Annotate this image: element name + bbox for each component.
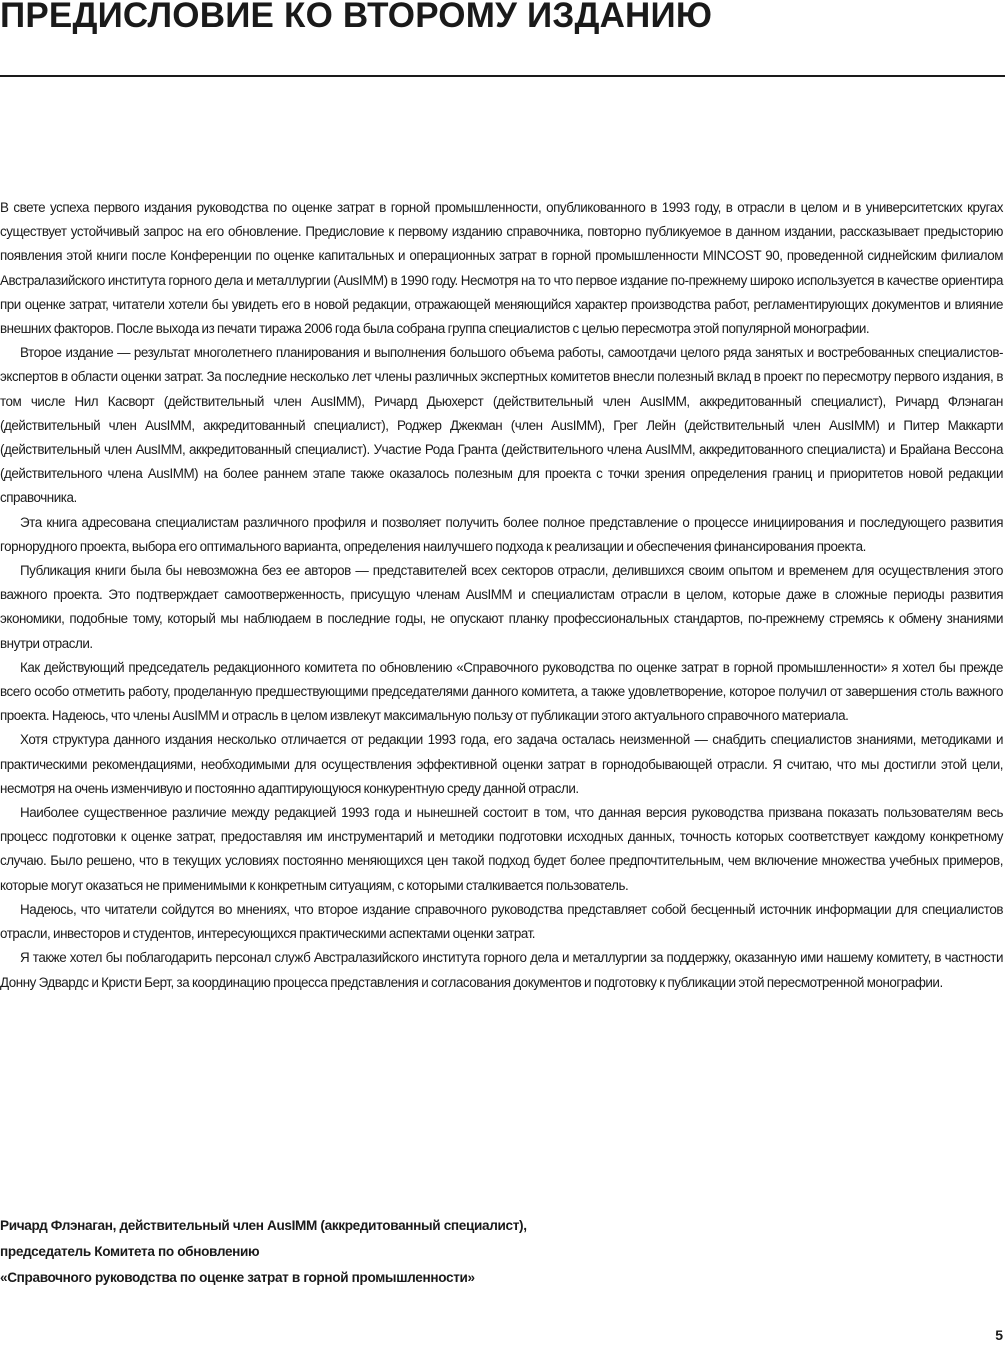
paragraph-2: Второе издание — результат многолетнего планирования и выполнения большого объема работы, самоотдачи целого ряда занятых и востребованных специалистов-экспертов в области оценки затрат. За последние несколько лет члены различных экспертных комитетов внесли полезный вклад в проект по пересмотру первого издания, в том числе Нил Касворт (действительный член AusIMM), Ричард Дьюхерст (действительный член AusIMM, аккредитованный специалист), Ричард Флэнаган (действительный член AusIMM, аккредитованный специалист), Роджер Джекман (член AusIMM), Грег Лейн (действительный член AusIMM) и Питер Маккарти (действительный член AusIMM, аккредитованный специалист). Участие Рода Гранта (действительного члена AusIMM, аккредитованного специалиста) и Брайана Вессона (действительного члена AusIMM) на более раннем этапе также оказалось полезным для проекта с точки зрения определения границ и приоритетов новой редакции справочника. — [0, 345, 1003, 506]
paragraph-1: В свете успеха первого издания руководства по оценке затрат в горной промышленности, опубликованного в 1993 году, в отрасли в целом и в университетских кругах существует устойчивый запрос на его обновление. Предисловие к первому изданию справочника, повторно публикуемое в данном издании, рассказывает предысторию появления этой книги после Конференции по оценке капитальных и операционных затрат в горной промышленности MINCOST 90, проведенной сиднейским филиалом Австралазийского института горного дела и металлургии (AusIMM) в 1990 году. Несмотря на то что первое издание по-прежнему широко используется в качестве ориентира при оценке затрат, читатели хотели бы увидеть его в новой редакции, отражающей меняющийся характер производства работ, регламентирующих документов и влияние внешних факторов. После выхода из печати тиража 2006 года была собрана группа специалистов с целью пересмотра этой популярной монографии. — [0, 200, 1003, 337]
signature-line-2: председатель Комитета по обновлению — [0, 1244, 260, 1259]
signature-line-1: Ричард Флэнаган, действительный член AusIMM (аккредитованный специалист), — [0, 1218, 527, 1233]
title-divider — [0, 75, 1005, 77]
paragraph-7: Наиболее существенное различие между редакцией 1993 года и нынешней состоит в том, что данная версия руководства призвана показать пользователям весь процесс подготовки к оценке затрат, предоставляя им инструментарий и методики подготовки исходных данных, точность которых соответствует каждому конкретному случаю. Было решено, что в текущих условиях постоянно меняющихся цен такой подход будет более предпочтительным, чем включение множества учебных примеров, которые могут оказаться не применимыми к конкретным ситуациям, с которыми сталкивается пользователь. — [0, 805, 1003, 893]
paragraph-6: Хотя структура данного издания несколько отличается от редакции 1993 года, его задача осталась неизменной — снабдить специалистов знаниями, методиками и практическими рекомендациями, необходимыми для осуществления эффективной оценки затрат в горнодобывающей отрасли. Я считаю, что мы достигли этой цели, несмотря на очень изменчивую и постоянно адаптирующуюся конкурентную среду данной отрасли. — [0, 732, 1003, 796]
body-text — [0, 196, 1003, 995]
paragraph-3: Эта книга адресована специалистам различного профиля и позволяет получить более полное представление о процессе инициирования и последующего развития горнорудного проекта, выбора его оптимального варианта, определения наилучшего подхода к реализации и обеспечения финансирования проекта. — [0, 514, 1003, 554]
signature-line-3: «Справочного руководства по оценке затрат в горной промышленности» — [0, 1270, 475, 1285]
signature-block — [0, 1213, 527, 1291]
paragraph-5: Как действующий председатель редакционного комитета по обновлению «Справочного руководства по оценке затрат в горной промышленности» я хотел бы прежде всего особо отметить работу, проделанную предшествующими председателями данного комитета, а также удовлетворение, которое получил от завершения столь важного проекта. Надеюсь, что члены AusIMM и отрасль в целом извлекут максимальную пользу от публикации этого актуального справочного материала. — [0, 659, 1003, 724]
paragraph-9: Я также хотел бы поблагодарить персонал служб Австралазийского института горного дела и металлургии за поддержку, оказанную ими нашему комитету, в частности Донну Эдвардс и Кристи Берт, за координацию процесса представления и согласования документов и подготовку к публикации этой пересмотренной монографии. — [0, 950, 1003, 990]
paragraph-8: Надеюсь, что читатели сойдутся во мнениях, что второе издание справочного руководства представляет собой бесценный источник информации для специалистов отрасли, инвесторов и студентов, интересующихся практическими аспектами оценки затрат. — [0, 901, 1003, 942]
page-title: ПРЕДИСЛОВИЕ КО ВТОРОМУ ИЗДАНИЮ — [0, 0, 713, 35]
paragraph-4: Публикация книги была бы невозможна без ее авторов — представителей всех секторов отрасли, делившихся своим опытом и временем для осуществления этого важного проекта. Это подтверждает самоотверженность, присущую членам AusIMM и специалистам отрасли в целом, которые даже в сложные периоды развития экономики, подобные тому, который мы наблюдаем в последние годы, не опускают планку профессиональных стандартов, по-прежнему стремясь к обмену знаниями внутри отрасли. — [0, 563, 1003, 651]
page-number: 5 — [995, 1327, 1003, 1343]
